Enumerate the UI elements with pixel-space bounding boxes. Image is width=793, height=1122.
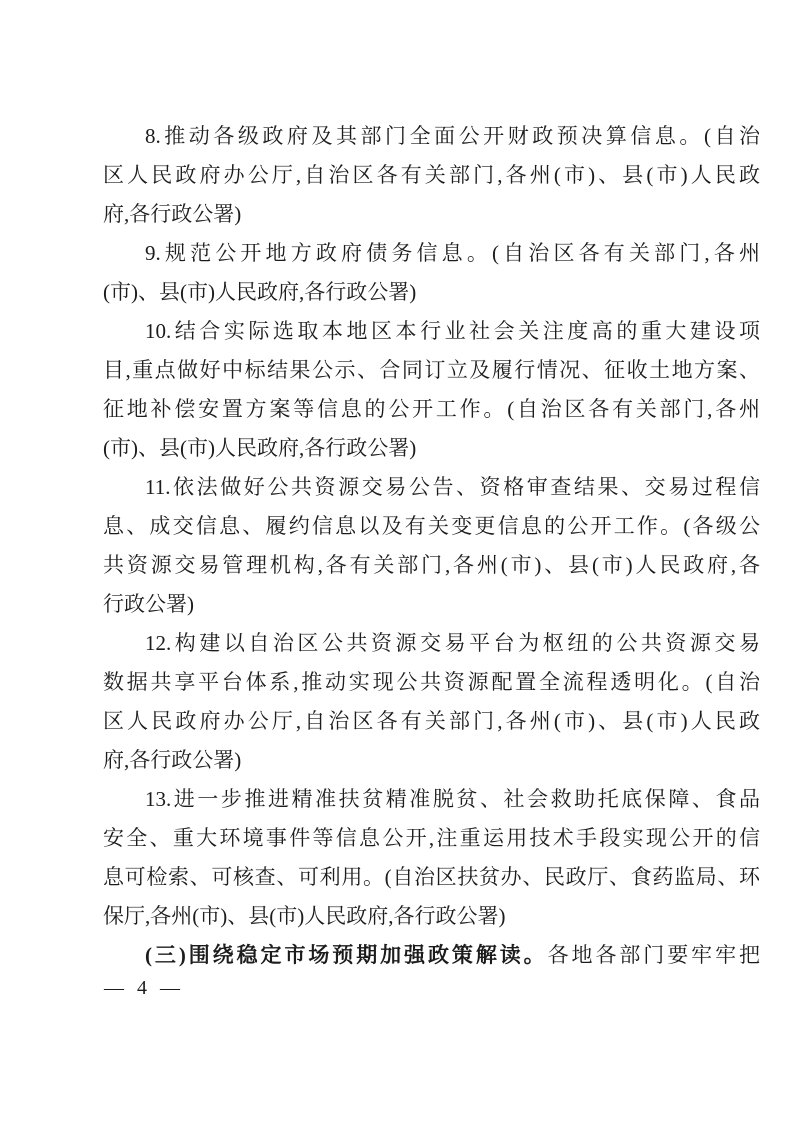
paragraph-3-line-1: 10.结合实际选取本地区本行业社会关注度高的重大建设项: [145, 319, 760, 343]
paragraph-6-line-3: 息可检索、可核查、可利用。(自治区扶贫办、民政厅、食药监局、环: [103, 865, 760, 889]
page-number: — 4 —: [104, 977, 182, 999]
paragraph-3-line-3: 征地补偿安置方案等信息的公开工作。(自治区各有关部门,各州: [103, 397, 760, 421]
paragraph-3-line-2: 目,重点做好中标结果公示、合同订立及履行情况、征收土地方案、: [103, 358, 760, 382]
paragraph-6-line-1: 13.进一步推进精准扶贫精准脱贫、社会救助托底保障、食品: [145, 787, 760, 811]
paragraph-4-line-2: 息、成交信息、履约信息以及有关变更信息的公开工作。(各级公: [103, 514, 760, 538]
paragraph-4-line-4: 行政公署): [103, 592, 194, 616]
paragraph-2-line-1: 9.规范公开地方政府债务信息。(自治区各有关部门,各州: [145, 241, 760, 265]
paragraph-1-line-1: 8.推动各级政府及其部门全面公开财政预决算信息。(自治: [145, 124, 760, 148]
closing-heading-bold-text: (三)围绕稳定市场预期加强政策解读。: [145, 943, 548, 967]
paragraph-2-line-2: (市)、县(市)人民政府,各行政公署): [103, 280, 417, 304]
paragraph-1-line-2: 区人民政府办公厅,自治区各有关部门,各州(市)、县(市)人民政: [103, 163, 760, 187]
closing-heading-line: [103, 936, 760, 975]
paragraph-5-line-3: 区人民政府办公厅,自治区各有关部门,各州(市)、县(市)人民政: [103, 709, 760, 733]
paragraph-1-line-3: 府,各行政公署): [103, 202, 242, 226]
paragraph-5-line-4: 府,各行政公署): [103, 748, 242, 772]
document-body: [103, 117, 760, 975]
paragraph-3-line-4: (市)、县(市)人民政府,各行政公署): [103, 436, 417, 460]
paragraph-4-line-3: 共资源交易管理机构,各有关部门,各州(市)、县(市)人民政府,各: [103, 553, 760, 577]
paragraph-6-line-2: 安全、重大环境事件等信息公开,注重运用技术手段实现公开的信: [103, 826, 760, 850]
closing-heading-regular-text: 各地各部门要牢牢把: [547, 943, 760, 967]
paragraph-4-line-1: 11.依法做好公共资源交易公告、资格审查结果、交易过程信: [145, 475, 760, 499]
paragraph-6-line-4: 保厅,各州(市)、县(市)人民政府,各行政公署): [103, 904, 506, 928]
paragraph-5-line-2: 数据共享平台体系,推动实现公共资源配置全流程透明化。(自治: [103, 670, 760, 694]
paragraph-5-line-1: 12.构建以自治区公共资源交易平台为枢纽的公共资源交易: [145, 631, 760, 655]
